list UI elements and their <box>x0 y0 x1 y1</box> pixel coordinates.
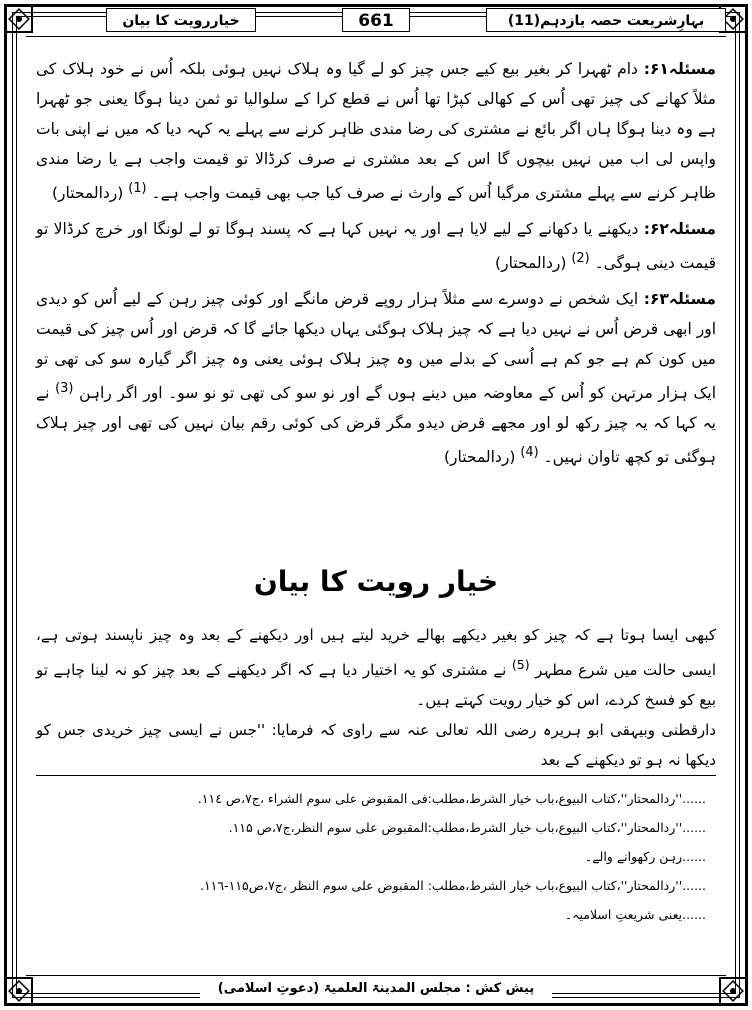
footnote-5: ......یعنی شریعتِ اسلامیہ۔ <box>564 907 706 922</box>
footer-rule <box>26 975 726 976</box>
section-title: خیاررویت کا بیان <box>106 8 256 32</box>
intro-body <box>36 620 716 775</box>
source-ref: (ردالمحتار) <box>495 254 567 273</box>
footnotes <box>36 784 716 929</box>
masala-text-cont: نے یہ کہا کہ یہ چیز رکھ لو اور مجھے قرض دیدو مگر قرض کی کوئی رقم بیان نہیں کی تھی اور چیز ہلاک ہوگئی تو کچھ تاوان نہیں۔ <box>36 384 716 467</box>
hadith-paragraph: دارقطنی وبیہقی ابو ہریرہ رضی اللہ تعالی عنہ سے راوی کہ فرمایا: ''جس نے ایسی چیز خریدی جس کو دیکھا نہ ہو تو دیکھنے کے بعد <box>36 721 716 769</box>
masala-label: مسئلہ۶۳: <box>643 290 716 309</box>
publisher-footer <box>200 978 552 1000</box>
footnote-rule <box>36 775 716 776</box>
corner-ornament-icon <box>2 974 36 1008</box>
masala-62 <box>36 214 716 278</box>
intro-text-cont: نے مشتری کو یہ اختیار دیا ہے کہ اگر دیکھنے کے بعد چیز کو نہ لینا چاہے تو بیع کو فسخ کردے، اس کو خیار رویت کہتے ہیں۔ <box>36 661 716 709</box>
footer-org: مجلس المدینۃ العلمیۃ <box>323 981 461 996</box>
page-number: 661 <box>342 8 410 32</box>
chapter-heading: خیار رویت کا بیان <box>253 565 499 598</box>
footnote-1: ......''ردالمحتار''،کتاب البیوع،باب خیار الشرط،مطلب:فی المقبوض علی سوم الشراء ،ج۷،ص ۱۱٤. <box>197 791 706 806</box>
masala-61 <box>36 54 716 208</box>
masail-body <box>36 54 716 479</box>
masala-label: مسئلہ۶۲: <box>643 220 716 239</box>
footnote-ref[interactable]: (4) <box>520 445 539 461</box>
masala-text: دیکھنے یا دکھانے کے لیے لایا ہے اور یہ نہیں کہا ہے کہ پسند ہوگا تو لے لونگا اور خرچ کرڈالا تو قیمت دینی ہوگی۔ <box>36 220 716 273</box>
source-ref: (ردالمحتار) <box>444 448 516 467</box>
footer-prefix: پیش کش : <box>465 981 535 996</box>
masala-63 <box>36 284 716 472</box>
footnote-3: ......رہن رکھوانے والے۔ <box>584 849 706 864</box>
running-header <box>26 8 726 34</box>
intro-text: کبھی ایسا ہوتا ہے کہ چیز کو بغیر دیکھے بھالے خرید لیتے ہیں اور دیکھنے کے بعد وہ چیز ناپسند ہوتی ہے، ایسی حالت میں شرع مطہر <box>36 626 716 679</box>
footnote-ref[interactable]: (5) <box>511 657 530 672</box>
footnote-ref[interactable]: (2) <box>571 251 590 267</box>
footer-suffix: (دعوتِ اسلامی) <box>217 981 320 996</box>
masala-label: مسئلہ۶۱: <box>643 60 716 78</box>
footnote-ref[interactable]: (3) <box>55 381 74 397</box>
masala-text: ایک شخص نے دوسرے سے مثلاً ہزار روپے قرض مانگے اور کوئی چیز رہن کے لیے اُس کو دیدی اور ابھی قرض اُس نے نہیں دیا ہے کہ چیز ہلاک ہوگئی یہاں دیکھا جائے گا کہ قرض اور اُس چیز کی قیمت میں کون کم ہے جو کم ہے اُسی کے بدلے میں وہ چیز ہلاک ہوئی یعنی وہ چیز اگر گیارہ سو کی تھی تو ایک ہزار مرتہن کو اُس کے معاوضہ میں دینے ہوں گے اور نو سو کی تھی تو نو سو۔ اور اگر راہن <box>36 290 717 403</box>
footnote-ref[interactable]: (1) <box>128 181 147 196</box>
intro-paragraph <box>36 620 716 715</box>
masala-text: دام ٹھہرا کر بغیر بیع کیے جس چیز کو لے گیا وہ ہلاک نہیں ہوئی بلکہ اُس نے خود ہلاک کی مثلاً کھانے کی چیز تھی اُس کے کھالی کپڑا تھا اُس نے قطع کرا کے سلوالیا تو ثمن دینا ہوگا یعنی جو ٹھہرا ہے وہ دینا ہوگا ہاں اگر بائع نے مشتری کی رضا مندی ظاہر کرنے سے پہلے یہ کہہ دیا کہ میں نے اپنی بات واپس لی اب میں نہیں بیچوں گا اس کے بعد مشتری نے صرف کرڈالا تو قیمت واجب ہے یا رضا مندی ظاہر کرنے سے پہلے مشتری مرگیا اُس کے وارث نے صرف کیا جب بھی قیمت واجب ہے۔ <box>36 60 716 203</box>
header-rule <box>26 36 726 37</box>
footnote-4: ......''ردالمحتار''،کتاب البیوع،باب خیار الشرط،مطلب: المقبوض علی سوم النظر ،ج۷،ص۱۱۵-۱۱٦. <box>199 878 706 893</box>
book-title: بہارِشریعت حصہ یازدہم(11) <box>486 8 726 32</box>
footnote-2: ......''ردالمحتار''،کتاب البیوع،باب خیار الشرط،مطلب:المقبوض علی سوم النظر،ج۷،ص ۱۱۵. <box>228 820 706 835</box>
source-ref: (ردالمحتار) <box>51 184 124 203</box>
corner-ornament-icon <box>716 974 750 1008</box>
